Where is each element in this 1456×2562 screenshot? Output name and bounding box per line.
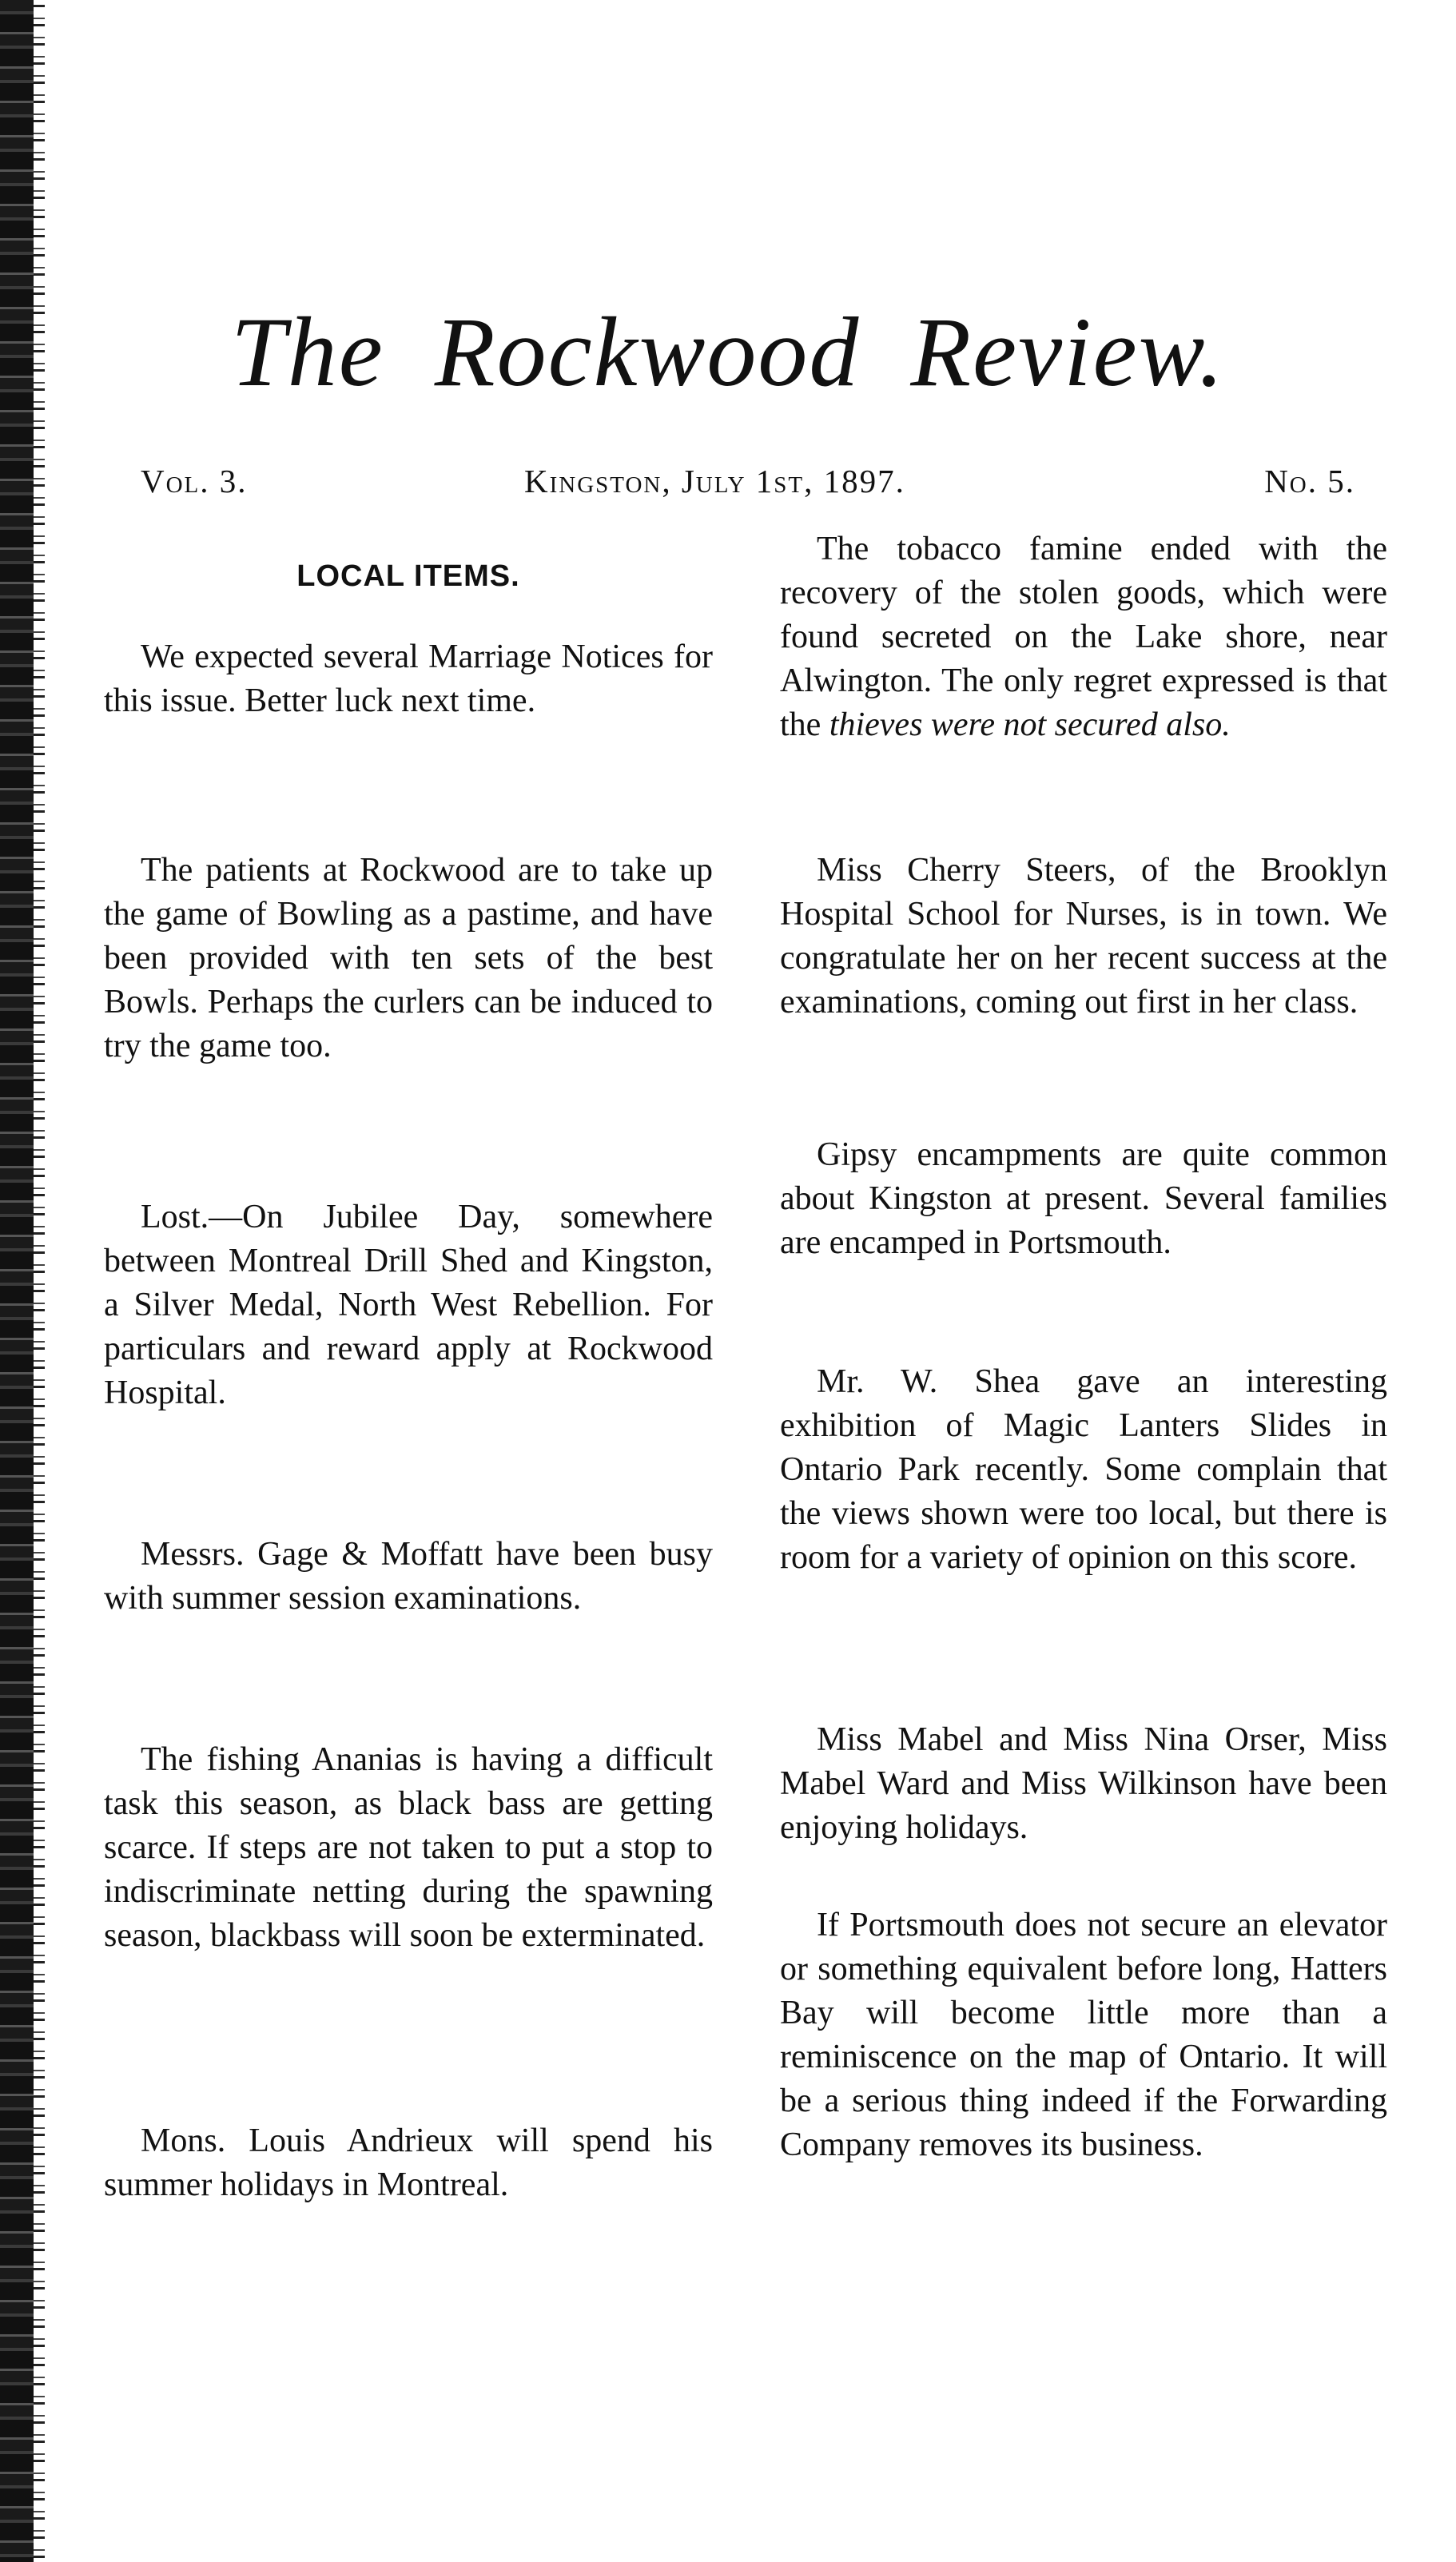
right-column-item-1 [780, 527, 1387, 747]
volume-label: Vol. 3. [141, 463, 248, 499]
paragraph: Miss Mabel and Miss Nina Orser, Miss Mabel Ward and Miss Wilkinson have been enjoying holidays. [780, 1721, 1387, 1846]
left-column-item-4 [104, 1533, 713, 1621]
place-date-label: Kingston, July 1st, 1897. [524, 463, 905, 499]
left-column-item-2 [104, 849, 713, 1068]
paragraph: If Portsmouth does not secure an elevator or something equivalent before long, Hatters Bay will become little more than a reminiscence on the map of Ontario. It will be a serious thing indeed if the Forwarding Company removes its business. [780, 1907, 1387, 2163]
paragraph: Mr. W. Shea gave an interesting exhibition of Magic Lanters Slides in Ontario Park recently. Some complain that the views shown were too local, but there is room for a variety of opinion on this score. [780, 1363, 1387, 1576]
paragraph [780, 527, 1387, 747]
paragraph: Lost.—On Jubilee Day, somewhere between Montreal Drill Shed and Kingston, a Silver Medal, North West Rebellion. For particulars and reward apply at Rockwood Hospital. [104, 1199, 713, 1411]
right-column-item-5 [780, 1718, 1387, 1850]
paragraph: Gipsy encampments are quite common about Kingston at present. Several families are encamped in Portsmouth. [780, 1136, 1387, 1261]
left-column-item-6 [104, 2119, 713, 2207]
paragraph-text: The tobacco famine ended with the recovery of the stolen goods, which were found secreted on the Lake shore, near Alwington. The only regret expressed is that the [780, 531, 1387, 743]
paragraph: Messrs. Gage & Moffatt have been busy with summer session examinations. [104, 1536, 713, 1617]
paragraph: The fishing Ananias is having a difficult task this season, as black bass are getting scarce. If steps are not taken to put a stop to indiscriminate netting during the spawning season, blackbass will soon be exterminated. [104, 1741, 713, 1954]
left-column-item-1 [104, 635, 713, 723]
right-column-item-2 [780, 849, 1387, 1024]
right-column-item-3 [780, 1133, 1387, 1265]
left-column-item-3 [104, 1195, 713, 1415]
left-column-item-5 [104, 1738, 713, 1958]
paragraph-italic-text: thieves were not secured also. [829, 706, 1231, 743]
paragraph: The patients at Rockwood are to take up the game of Bowling as a pastime, and have been provided with ten sets of the best Bowls. Perhaps the curlers can be induced to try the game too. [104, 852, 713, 1064]
issue-number-label: No. 5. [1264, 463, 1355, 499]
section-heading: LOCAL ITEMS. [296, 559, 520, 593]
paragraph: Miss Cherry Steers, of the Brooklyn Hospital School for Nurses, is in town. We congratulate her on her recent success at the examinations, coming out first in her class. [780, 852, 1387, 1020]
right-column-item-4 [780, 1360, 1387, 1580]
masthead-title: The Rockwood Review. [230, 297, 1226, 407]
right-column-item-6 [780, 1904, 1387, 2167]
paragraph: We expected several Marriage Notices for this issue. Better luck next time. [104, 639, 713, 719]
paragraph: Mons. Louis Andrieux will spend his summer holidays in Montreal. [104, 2122, 713, 2203]
